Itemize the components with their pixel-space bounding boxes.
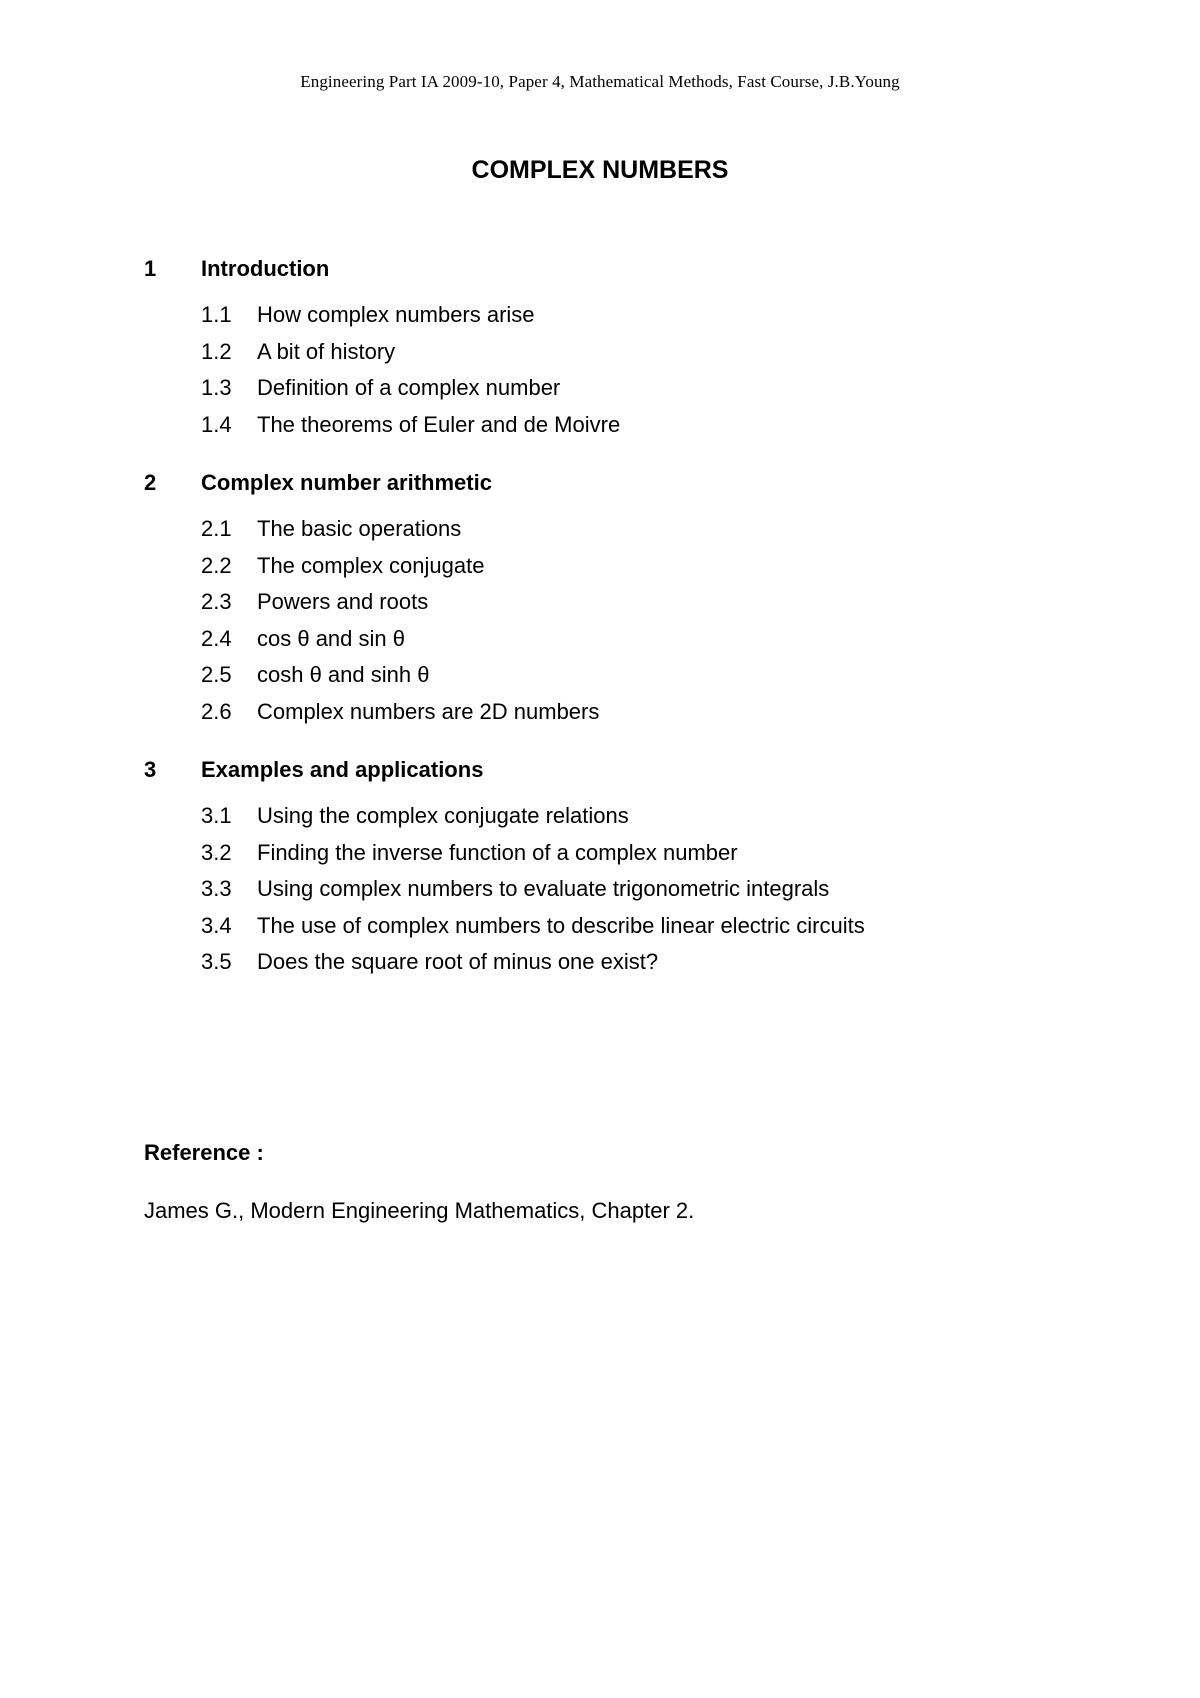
subsection-number: 1.2 [201, 338, 232, 364]
subsection-number: 1.4 [201, 411, 232, 437]
subsection-title: The use of complex numbers to describe linear electric circuits [257, 912, 865, 938]
list-item [201, 589, 1104, 626]
subsection-title: The complex conjugate [257, 552, 485, 578]
list-item [201, 339, 1104, 376]
subsection-number: 2.4 [201, 625, 232, 651]
list-item [201, 840, 1104, 877]
subsection-title: Using the complex conjugate relations [257, 803, 629, 828]
toc-section-1 [144, 256, 1104, 448]
reference-block [144, 1140, 1104, 1224]
table-of-contents [144, 256, 1104, 1008]
section-title: Introduction [201, 256, 330, 281]
list-item [201, 412, 1104, 449]
subsection-title: How complex numbers arise [257, 302, 535, 327]
toc-section-2 [144, 470, 1104, 735]
subsection-title: Complex numbers are 2D numbers [257, 698, 600, 724]
subsection-number: 2.5 [201, 662, 232, 687]
list-item [201, 949, 1104, 986]
page-title: COMPLEX NUMBERS [471, 156, 729, 184]
section-heading [144, 470, 1104, 506]
subsection-title: A bit of history [257, 338, 396, 364]
subsection-list [144, 803, 1104, 986]
section-number: 3 [144, 757, 157, 782]
list-item [201, 302, 1104, 339]
section-title: Complex number arithmetic [201, 470, 492, 495]
toc-section-3 [144, 757, 1104, 986]
list-item [201, 876, 1104, 913]
list-item [201, 375, 1104, 412]
list-item [201, 626, 1104, 663]
subsection-title: The basic operations [257, 516, 462, 541]
section-heading [144, 256, 1104, 292]
subsection-title: Finding the inverse function of a complex number [257, 839, 738, 865]
section-number: 2 [144, 470, 157, 495]
reference-text: James G., Modern Engineering Mathematics, Chapter 2. [144, 1198, 695, 1223]
subsection-number: 3.5 [201, 949, 232, 974]
list-item [201, 699, 1104, 736]
subsection-number: 3.2 [201, 839, 232, 865]
section-title: Examples and applications [201, 757, 484, 782]
subsection-number: 2.2 [201, 552, 232, 578]
subsection-number: 2.6 [201, 698, 232, 724]
subsection-number: 1.1 [201, 302, 232, 327]
subsection-number: 1.3 [201, 375, 232, 400]
subsection-title: Definition of a complex number [257, 375, 561, 400]
subsection-title: cos θ and sin θ [257, 625, 405, 651]
subsection-title: The theorems of Euler and de Moivre [257, 411, 621, 437]
subsection-title: Using complex numbers to evaluate trigonometric integrals [257, 876, 830, 901]
subsection-number: 2.1 [201, 516, 232, 541]
subsection-list [144, 302, 1104, 448]
subsection-title: Does the square root of minus one exist? [257, 949, 659, 974]
list-item [201, 662, 1104, 699]
subsection-number: 3.4 [201, 912, 232, 938]
list-item [201, 803, 1104, 840]
list-item [201, 553, 1104, 590]
running-header: Engineering Part IA 2009-10, Paper 4, Mathematical Methods, Fast Course, J.B.Young [300, 72, 900, 91]
subsection-title: Powers and roots [257, 589, 429, 614]
subsection-title: cosh θ and sinh θ [257, 662, 430, 687]
reference-label: Reference : [144, 1140, 264, 1165]
subsection-number: 3.1 [201, 803, 232, 828]
list-item [201, 913, 1104, 950]
section-number: 1 [144, 256, 157, 281]
section-heading [144, 757, 1104, 793]
subsection-number: 3.3 [201, 876, 232, 901]
list-item [201, 516, 1104, 553]
subsection-list [144, 516, 1104, 735]
subsection-number: 2.3 [201, 589, 232, 614]
